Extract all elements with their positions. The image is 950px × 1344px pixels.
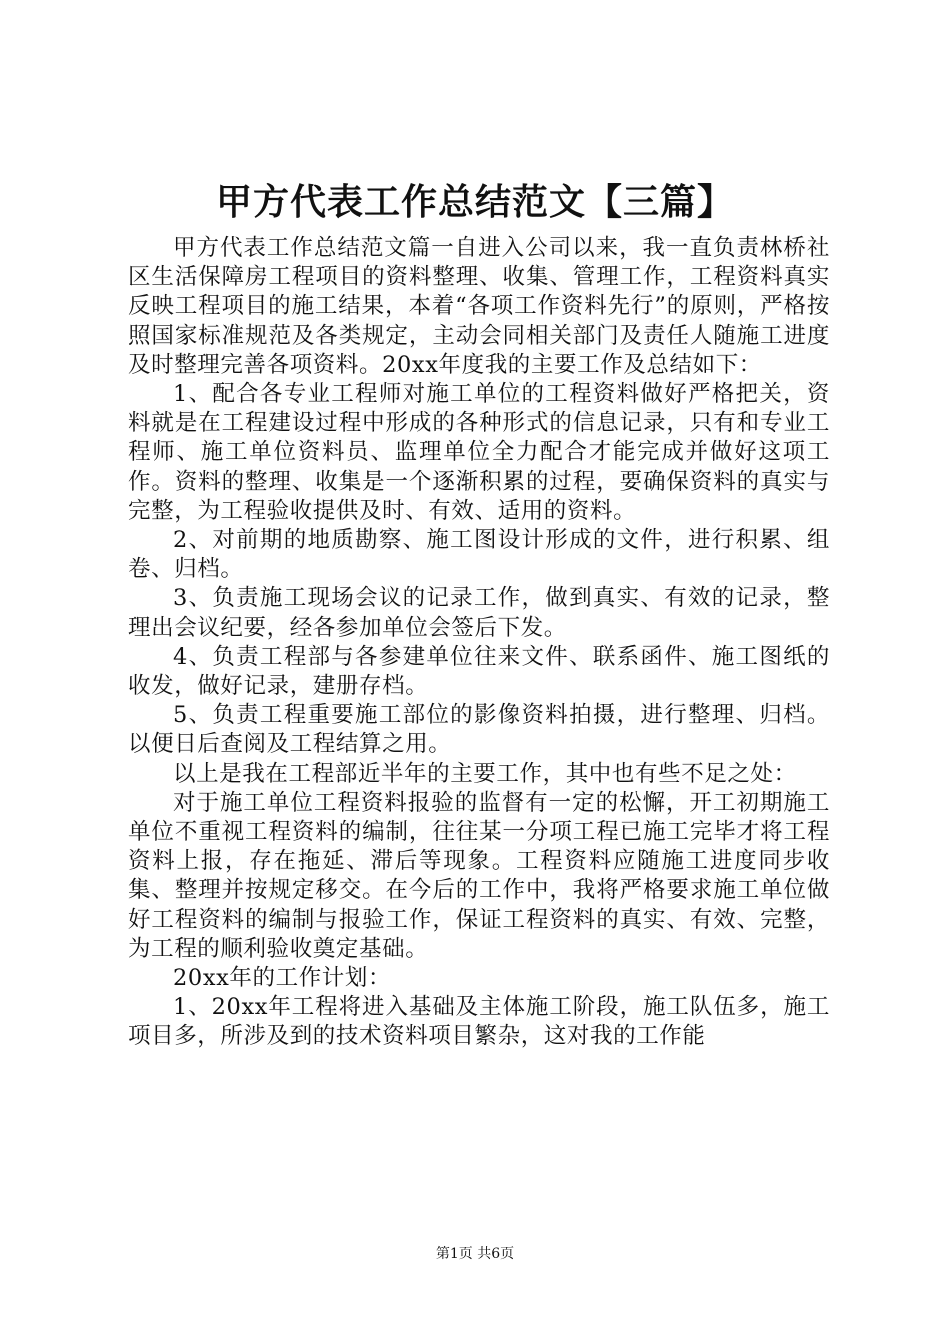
paragraph: 1、20xx年工程将进入基础及主体施工阶段，施工队伍多，施工项目多，所涉及到的技术资料项目繁杂，这对我的工作能 [128,994,830,1050]
page-number-footer: 第1页 共6页 [435,1246,515,1262]
document-title: 甲方代表工作总结范文【三篇】 [215,181,734,223]
paragraph: 3、负责施工现场会议的记录工作，做到真实、有效的记录，整理出会议纪要，经各参加单位会签后下发。 [128,585,830,641]
document-body [128,234,830,1052]
paragraph: 甲方代表工作总结范文篇一自进入公司以来，我一直负责林桥社区生活保障房工程项目的资料整理、收集、管理工作，工程资料真实反映工程项目的施工结果，本着“各项工作资料先行”的原则，严格按照国家标准规范及各类规定，主动会同相关部门及责任人随施工进度及时整理完善各项资料。20xx年度我的主要工作及总结如下： [128,235,830,378]
paragraph: 20xx年的工作计划： [173,965,392,992]
paragraph: 1、配合各专业工程师对施工单位的工程资料做好严格把关，资料就是在工程建设过程中形成的各种形式的信息记录，只有和专业工程师、施工单位资料员、监理单位全力配合才能完成并做好这项工作。资料的整理、收集是一个逐渐积累的过程，要确保资料的真实与完整，为工程验收提供及时、有效、适用的资料。 [128,381,830,524]
paragraph: 对于施工单位工程资料报验的监督有一定的松懈，开工初期施工单位不重视工程资料的编制，往往某一分项工程已施工完毕才将工程资料上报，存在拖延、滞后等现象。工程资料应随施工进度同步收集、整理并按规定移交。在今后的工作中，我将严格要求施工单位做好工程资料的编制与报验工作，保证工程资料的真实、有效、完整，为工程的顺利验收奠定基础。 [128,789,830,962]
paragraph: 4、负责工程部与各参建单位往来文件、联系函件、施工图纸的收发，做好记录，建册存档。 [128,643,830,700]
paragraph: 5、负责工程重要施工部位的影像资料拍摄，进行整理、归档。以便日后查阅及工程结算之用。 [128,702,830,758]
paragraph: 2、对前期的地质勘察、施工图设计形成的文件，进行积累、组卷、归档。 [128,527,830,583]
paragraph: 以上是我在工程部近半年的主要工作，其中也有些不足之处： [173,760,797,787]
